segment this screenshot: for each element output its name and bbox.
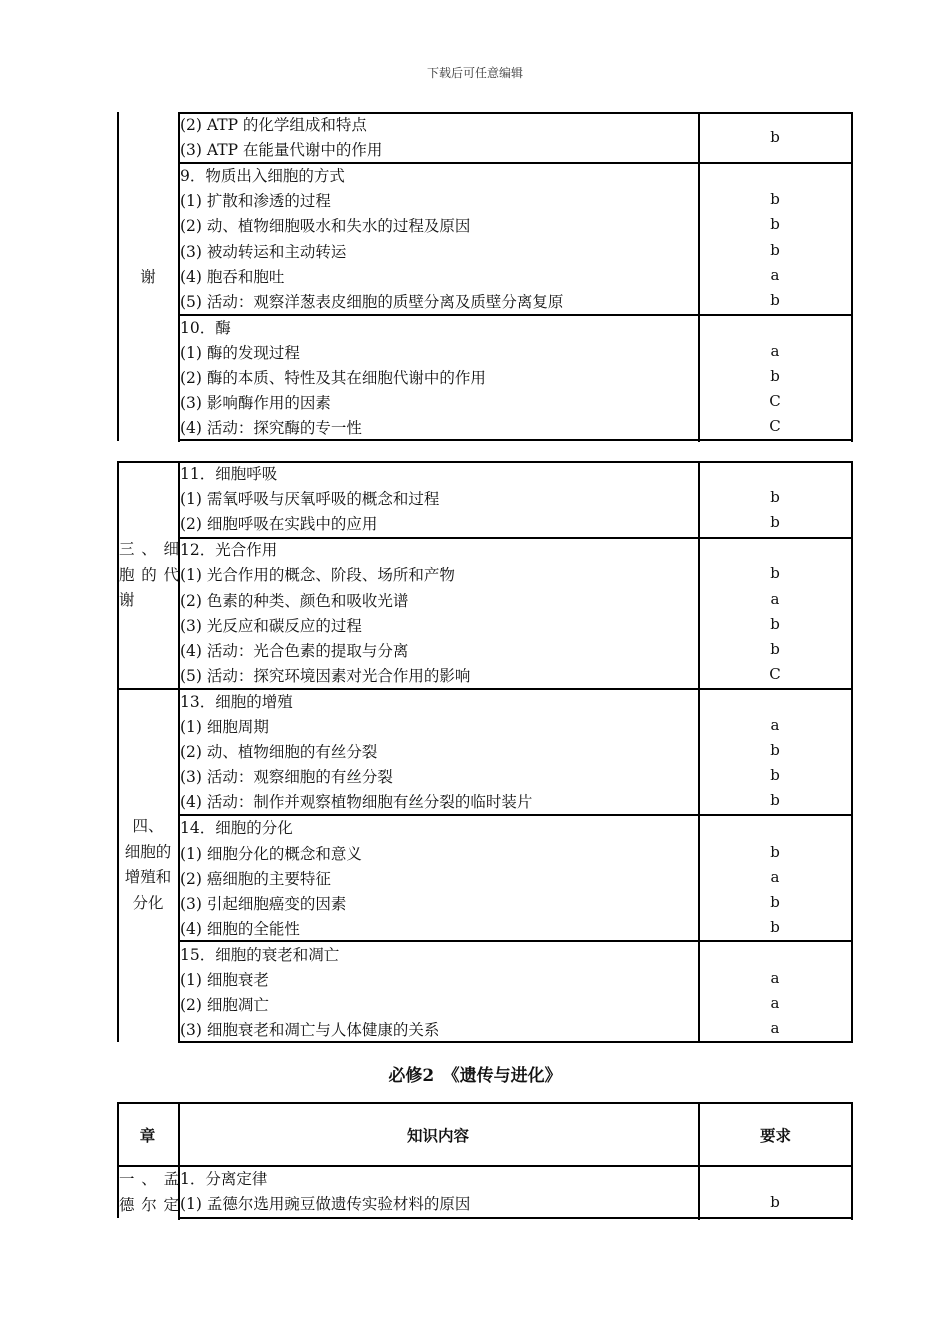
chapter-1-line: 一、孟 <box>119 1170 179 1188</box>
chapter-1-label <box>119 1167 179 1218</box>
chapter-1-line: 德尔定 <box>119 1195 179 1214</box>
knowledge-item: (5) 活动：探究环境因素对光合作用的影响 <box>180 666 471 685</box>
knowledge-item: (1) 细胞周期 <box>180 718 269 736</box>
knowledge-item: (5) 活动：观察洋葱表皮细胞的质壁分离及质壁分离复原 <box>180 292 564 311</box>
section-heading: 1．分离定律 <box>180 1170 268 1188</box>
requirement-level: b <box>770 367 780 385</box>
requirement-level: C <box>769 664 781 683</box>
header-content: 知识内容 <box>406 1126 469 1145</box>
section-heading: 14．细胞的分化 <box>180 819 293 838</box>
requirement-level: b <box>770 892 780 911</box>
requirement-level: b <box>770 842 780 861</box>
knowledge-item: (2) 动、植物细胞吸水和失水的过程及原因 <box>180 217 471 236</box>
requirement-level: a <box>770 589 780 608</box>
knowledge-item: (3) 光反应和碳反应的过程 <box>180 616 362 635</box>
knowledge-item: (3) 影响酶作用的因素 <box>180 394 331 413</box>
section-heading: 9．物质出入细胞的方式 <box>180 167 345 186</box>
requirement-level: a <box>770 341 780 360</box>
table-metabolism-continued <box>117 112 853 442</box>
requirement-level: C <box>769 417 781 436</box>
chapter-4-line: 分化 <box>132 893 164 912</box>
knowledge-item: (1) 需氧呼吸与厌氧呼吸的概念和过程 <box>180 490 440 509</box>
chapter-label: 谢 <box>140 268 156 286</box>
requirement-level: b <box>770 128 780 146</box>
knowledge-item: (2) 癌细胞的主要特征 <box>180 869 331 888</box>
header-requirement: 要求 <box>759 1126 791 1145</box>
requirement-level: b <box>770 513 780 532</box>
chapter-4-line: 增殖和 <box>124 868 172 886</box>
section-heading: 15．细胞的衰老和凋亡 <box>180 945 340 964</box>
section-heading: 12．光合作用 <box>180 541 278 560</box>
knowledge-item: (2) 酶的本质、特性及其在细胞代谢中的作用 <box>180 369 486 387</box>
knowledge-item: (3) 引起细胞癌变的因素 <box>180 894 347 913</box>
header-chapter: 章 <box>139 1126 156 1145</box>
page-header: 下载后可任意编辑 <box>426 66 523 80</box>
requirement-level: C <box>769 392 781 411</box>
section-heading: 11．细胞呼吸 <box>180 465 278 483</box>
section-heading: 13．细胞的增殖 <box>180 692 293 711</box>
knowledge-item: (4) 活动：探究酶的专一性 <box>180 419 362 438</box>
requirement-level: b <box>770 190 780 209</box>
section-title: 必修2 《遗传与进化》 <box>388 1066 562 1086</box>
chapter-3-line: 三 、 细 <box>119 540 179 558</box>
knowledge-item: (4) 细胞的全能性 <box>180 919 300 938</box>
requirement-level: a <box>770 1019 780 1038</box>
knowledge-item: (1) 细胞衰老 <box>180 971 269 989</box>
requirement-level: a <box>770 265 780 284</box>
knowledge-item: (1) 孟德尔选用豌豆做遗传实验材料的原因 <box>180 1195 471 1213</box>
requirement-level: b <box>770 215 780 234</box>
chapter-3-label <box>119 537 179 614</box>
knowledge-item: (3) 被动转运和主动转运 <box>180 242 347 261</box>
knowledge-item: (4) 活动：光合色素的提取与分离 <box>180 641 409 660</box>
knowledge-item: (2) 动、植物细胞的有丝分裂 <box>180 743 378 762</box>
knowledge-item: (2) 色素的种类、颜色和吸收光谱 <box>180 591 409 610</box>
table-cell-metabolism-division <box>117 461 853 1043</box>
requirement-level: a <box>770 969 780 987</box>
table-border <box>178 1217 853 1219</box>
requirement-level: b <box>770 791 780 810</box>
knowledge-item: (3) 活动：观察细胞的有丝分裂 <box>180 768 393 787</box>
requirement-level: b <box>770 639 780 658</box>
chapter-3-line: 谢 <box>119 591 135 609</box>
section-heading: 10．酶 <box>180 318 231 337</box>
requirement-level: b <box>770 917 780 936</box>
chapter-4-line: 四、 <box>132 817 164 835</box>
requirement-level: b <box>770 1193 780 1211</box>
requirement-level: a <box>770 994 780 1013</box>
table-genetics-evolution <box>117 1102 853 1220</box>
table-border <box>178 537 853 539</box>
knowledge-item: (2) 细胞凋亡 <box>180 996 269 1015</box>
knowledge-item: (4) 胞吞和胞吐 <box>180 267 285 286</box>
requirement-level: b <box>770 614 780 633</box>
knowledge-item: (3) 细胞衰老和凋亡与人体健康的关系 <box>180 1021 440 1040</box>
table-border <box>117 1102 853 1104</box>
chapter-4-label <box>119 814 177 916</box>
knowledge-item: (1) 酶的发现过程 <box>180 343 300 362</box>
knowledge-item: (1) 细胞分化的概念和意义 <box>180 844 362 863</box>
knowledge-item: (1) 光合作用的概念、阶段、场所和产物 <box>180 566 455 585</box>
knowledge-item: (1) 扩散和渗透的过程 <box>180 192 331 211</box>
requirement-level: b <box>770 290 780 309</box>
requirement-level: a <box>770 716 780 734</box>
requirement-level: b <box>770 564 780 583</box>
knowledge-item: (4) 活动：制作并观察植物细胞有丝分裂的临时装片 <box>180 793 533 812</box>
requirement-level: b <box>770 741 780 760</box>
chapter-3-line: 胞 的 代 <box>119 565 179 584</box>
requirement-level: a <box>770 867 780 886</box>
requirement-level: b <box>770 766 780 785</box>
requirement-level: b <box>770 488 780 507</box>
knowledge-item: (3) ATP 在能量代谢中的作用 <box>180 141 383 160</box>
knowledge-item: (2) 细胞呼吸在实践中的应用 <box>180 515 378 534</box>
requirement-level: b <box>770 240 780 259</box>
chapter-4-line: 细胞的 <box>124 842 172 861</box>
knowledge-item: (2) ATP 的化学组成和特点 <box>180 116 367 134</box>
